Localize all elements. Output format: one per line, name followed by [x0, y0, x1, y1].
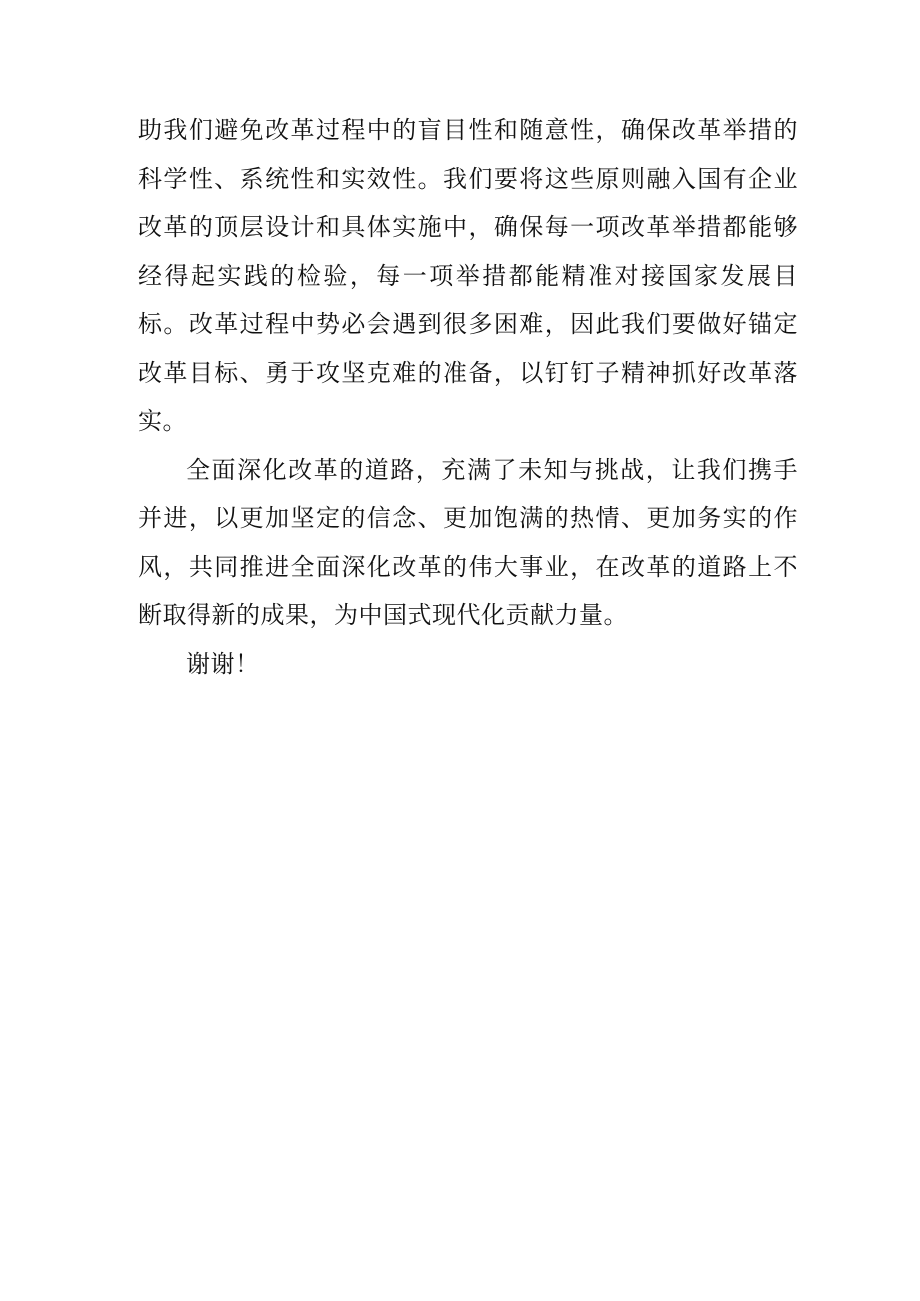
paragraph-continuation: 助我们避免改革过程中的盲目性和随意性，确保改革举措的科学性、系统性和实效性。我们要将这些原则融入国有企业改革的顶层设计和具体实施中，确保每一项改革举措都能够经得起实践的检验，每一项举措都能精准对接国家发展目标。改革过程中势必会遇到很多困难，因此我们要做好锚定改革目标、勇于攻坚克难的准备，以钉钉子精神抓好改革落实。 [138, 116, 798, 435]
paragraph-closing-remarks: 全面深化改革的道路，充满了未知与挑战，让我们携手并进，以更加坚定的信念、更加饱满的热情、更加务实的作风，共同推进全面深化改革的伟大事业，在改革的道路上不断取得新的成果，为中国式现代化贡献力量。 [138, 455, 798, 629]
document-body [138, 106, 798, 688]
paragraph-thanks: 谢谢！ [186, 649, 260, 678]
